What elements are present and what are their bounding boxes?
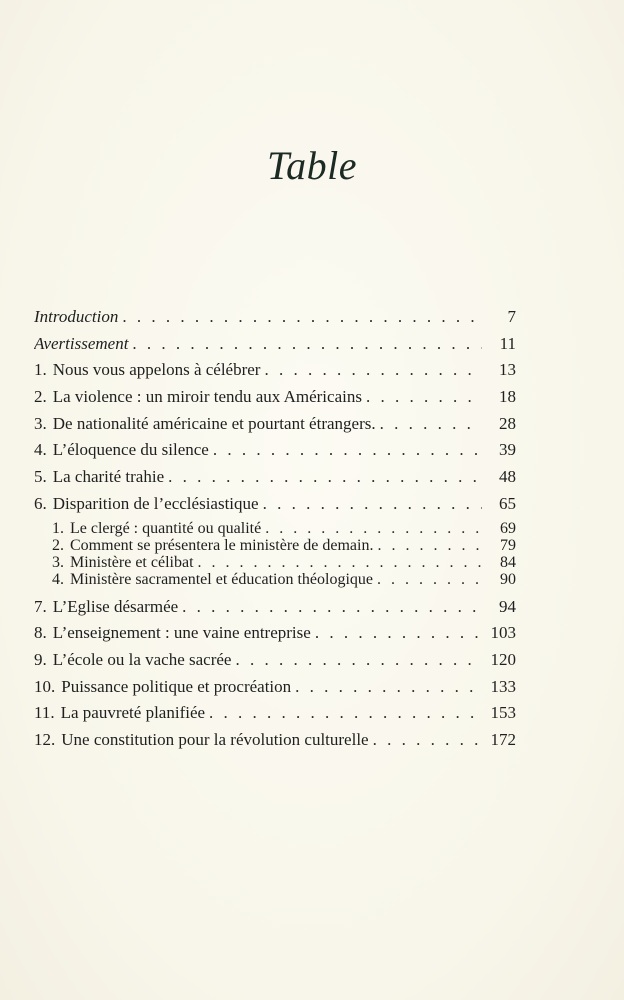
toc-entry-number: 8.: [34, 623, 47, 643]
toc-entry-title: L’enseignement : une vaine entreprise: [52, 623, 311, 643]
leader-dots: [315, 620, 482, 647]
toc-entry-page: 133: [490, 676, 516, 696]
toc-entry-page: 94: [499, 596, 516, 616]
toc-entry-number: 6.: [34, 493, 47, 513]
leader-dots: [132, 331, 482, 358]
toc-entry-page: 172: [490, 729, 516, 749]
toc-entry-number: 10.: [34, 676, 56, 696]
leader-dots: [366, 384, 482, 411]
toc-entry-introduction: [34, 304, 516, 331]
toc-subentry-number: 3.: [52, 553, 64, 571]
toc-entry-number: 3.: [34, 413, 47, 433]
leader-dots: [122, 304, 482, 331]
toc-entry: [34, 491, 516, 518]
toc-entry-page: 153: [490, 703, 516, 723]
leader-dots: [209, 700, 482, 727]
toc-subentry-page: 69: [500, 519, 516, 537]
toc-entry-title: La pauvreté planifiée: [60, 703, 206, 723]
toc-entry: [34, 700, 516, 727]
leader-dots: [373, 727, 482, 754]
toc-entry: [34, 727, 516, 754]
toc-subentry: [34, 571, 516, 588]
toc-entry: [34, 594, 516, 621]
toc-entry-number: 7.: [34, 596, 47, 616]
page-title: Table: [267, 143, 357, 188]
toc-entry-page: 48: [499, 467, 516, 487]
toc-subentry-title: Le clergé : quantité ou qualité: [70, 519, 262, 537]
toc-entry: [34, 411, 516, 438]
toc-subentry-title: Ministère et célibat: [70, 553, 194, 571]
toc-entry-title: La charité trahie: [52, 467, 165, 487]
toc-entry-title: L’Eglise désarmée: [52, 596, 179, 616]
toc-entry: [34, 620, 516, 647]
leader-dots: [264, 357, 482, 384]
toc-subentry: [34, 554, 516, 571]
toc-entry-title: Nous vous appelons à célébrer: [52, 360, 261, 380]
leader-dots: [265, 520, 482, 537]
toc-entry-page: 7: [507, 307, 516, 326]
toc-entry-page: 11: [499, 333, 516, 353]
toc-entry: [34, 647, 516, 674]
toc-entry-number: 9.: [34, 649, 47, 669]
toc-entry-title: De nationalité américaine et pourtant étrangers.: [52, 413, 376, 433]
leader-dots: [168, 464, 482, 491]
leader-dots: [295, 674, 482, 701]
toc-entry-page: 65: [499, 493, 516, 513]
toc-subentry: [34, 520, 516, 537]
leader-dots: [263, 491, 482, 518]
toc-entry-page: 28: [499, 413, 516, 433]
toc-entry-page: 39: [499, 440, 516, 460]
leader-dots: [235, 647, 482, 674]
leader-dots: [198, 554, 482, 571]
toc-entry-number: 11.: [34, 703, 55, 723]
toc-entry-avertissement: [34, 331, 516, 358]
toc-entry-title: L’école ou la vache sacrée: [52, 649, 232, 669]
toc-entry-number: 4.: [34, 440, 47, 460]
toc-entry-title: Puissance politique et procréation: [61, 676, 292, 696]
toc-subentry-number: 1.: [52, 519, 64, 537]
toc-subentry-number: 2.: [52, 536, 64, 554]
toc-entry-title: Disparition de l’ecclésiastique: [52, 493, 259, 513]
toc-entry-title: Introduction: [34, 307, 119, 326]
toc-entry-number: 5.: [34, 467, 47, 487]
toc-entry-title: La violence : un miroir tendu aux Américains: [52, 387, 362, 407]
leader-dots: [213, 437, 482, 464]
toc-subentry-number: 4.: [52, 570, 64, 588]
leader-dots: [377, 537, 482, 554]
toc-entry: [34, 464, 516, 491]
toc-entry: [34, 357, 516, 384]
toc-subentry-page: 84: [500, 553, 516, 571]
toc-entry-page: 120: [490, 649, 516, 669]
toc-entry-number: 2.: [34, 387, 47, 407]
toc-entry-number: 12.: [34, 729, 56, 749]
leader-dots: [380, 411, 482, 438]
leader-dots: [182, 594, 482, 621]
toc-subentry-page: 90: [500, 570, 516, 588]
toc-entry-page: 103: [490, 623, 516, 643]
toc-entry-title: L’éloquence du silence: [52, 440, 209, 460]
toc-subentry: [34, 537, 516, 554]
table-of-contents: [34, 304, 516, 754]
toc-subentry-title: Comment se présentera le ministère de demain.: [70, 536, 374, 554]
toc-entry-page: 13: [499, 360, 516, 380]
toc-entry: [34, 384, 516, 411]
toc-entry: [34, 674, 516, 701]
leader-dots: [377, 571, 482, 588]
toc-entry-number: 1.: [34, 360, 47, 380]
toc-entry-title: Une constitution pour la révolution culturelle: [61, 729, 369, 749]
toc-entry-page: 18: [499, 387, 516, 407]
toc-entry-title: Avertissement: [34, 333, 129, 353]
toc-subentry-page: 79: [500, 536, 516, 554]
toc-entry: [34, 437, 516, 464]
toc-subentry-title: Ministère sacramentel et éducation théologique: [70, 570, 373, 588]
